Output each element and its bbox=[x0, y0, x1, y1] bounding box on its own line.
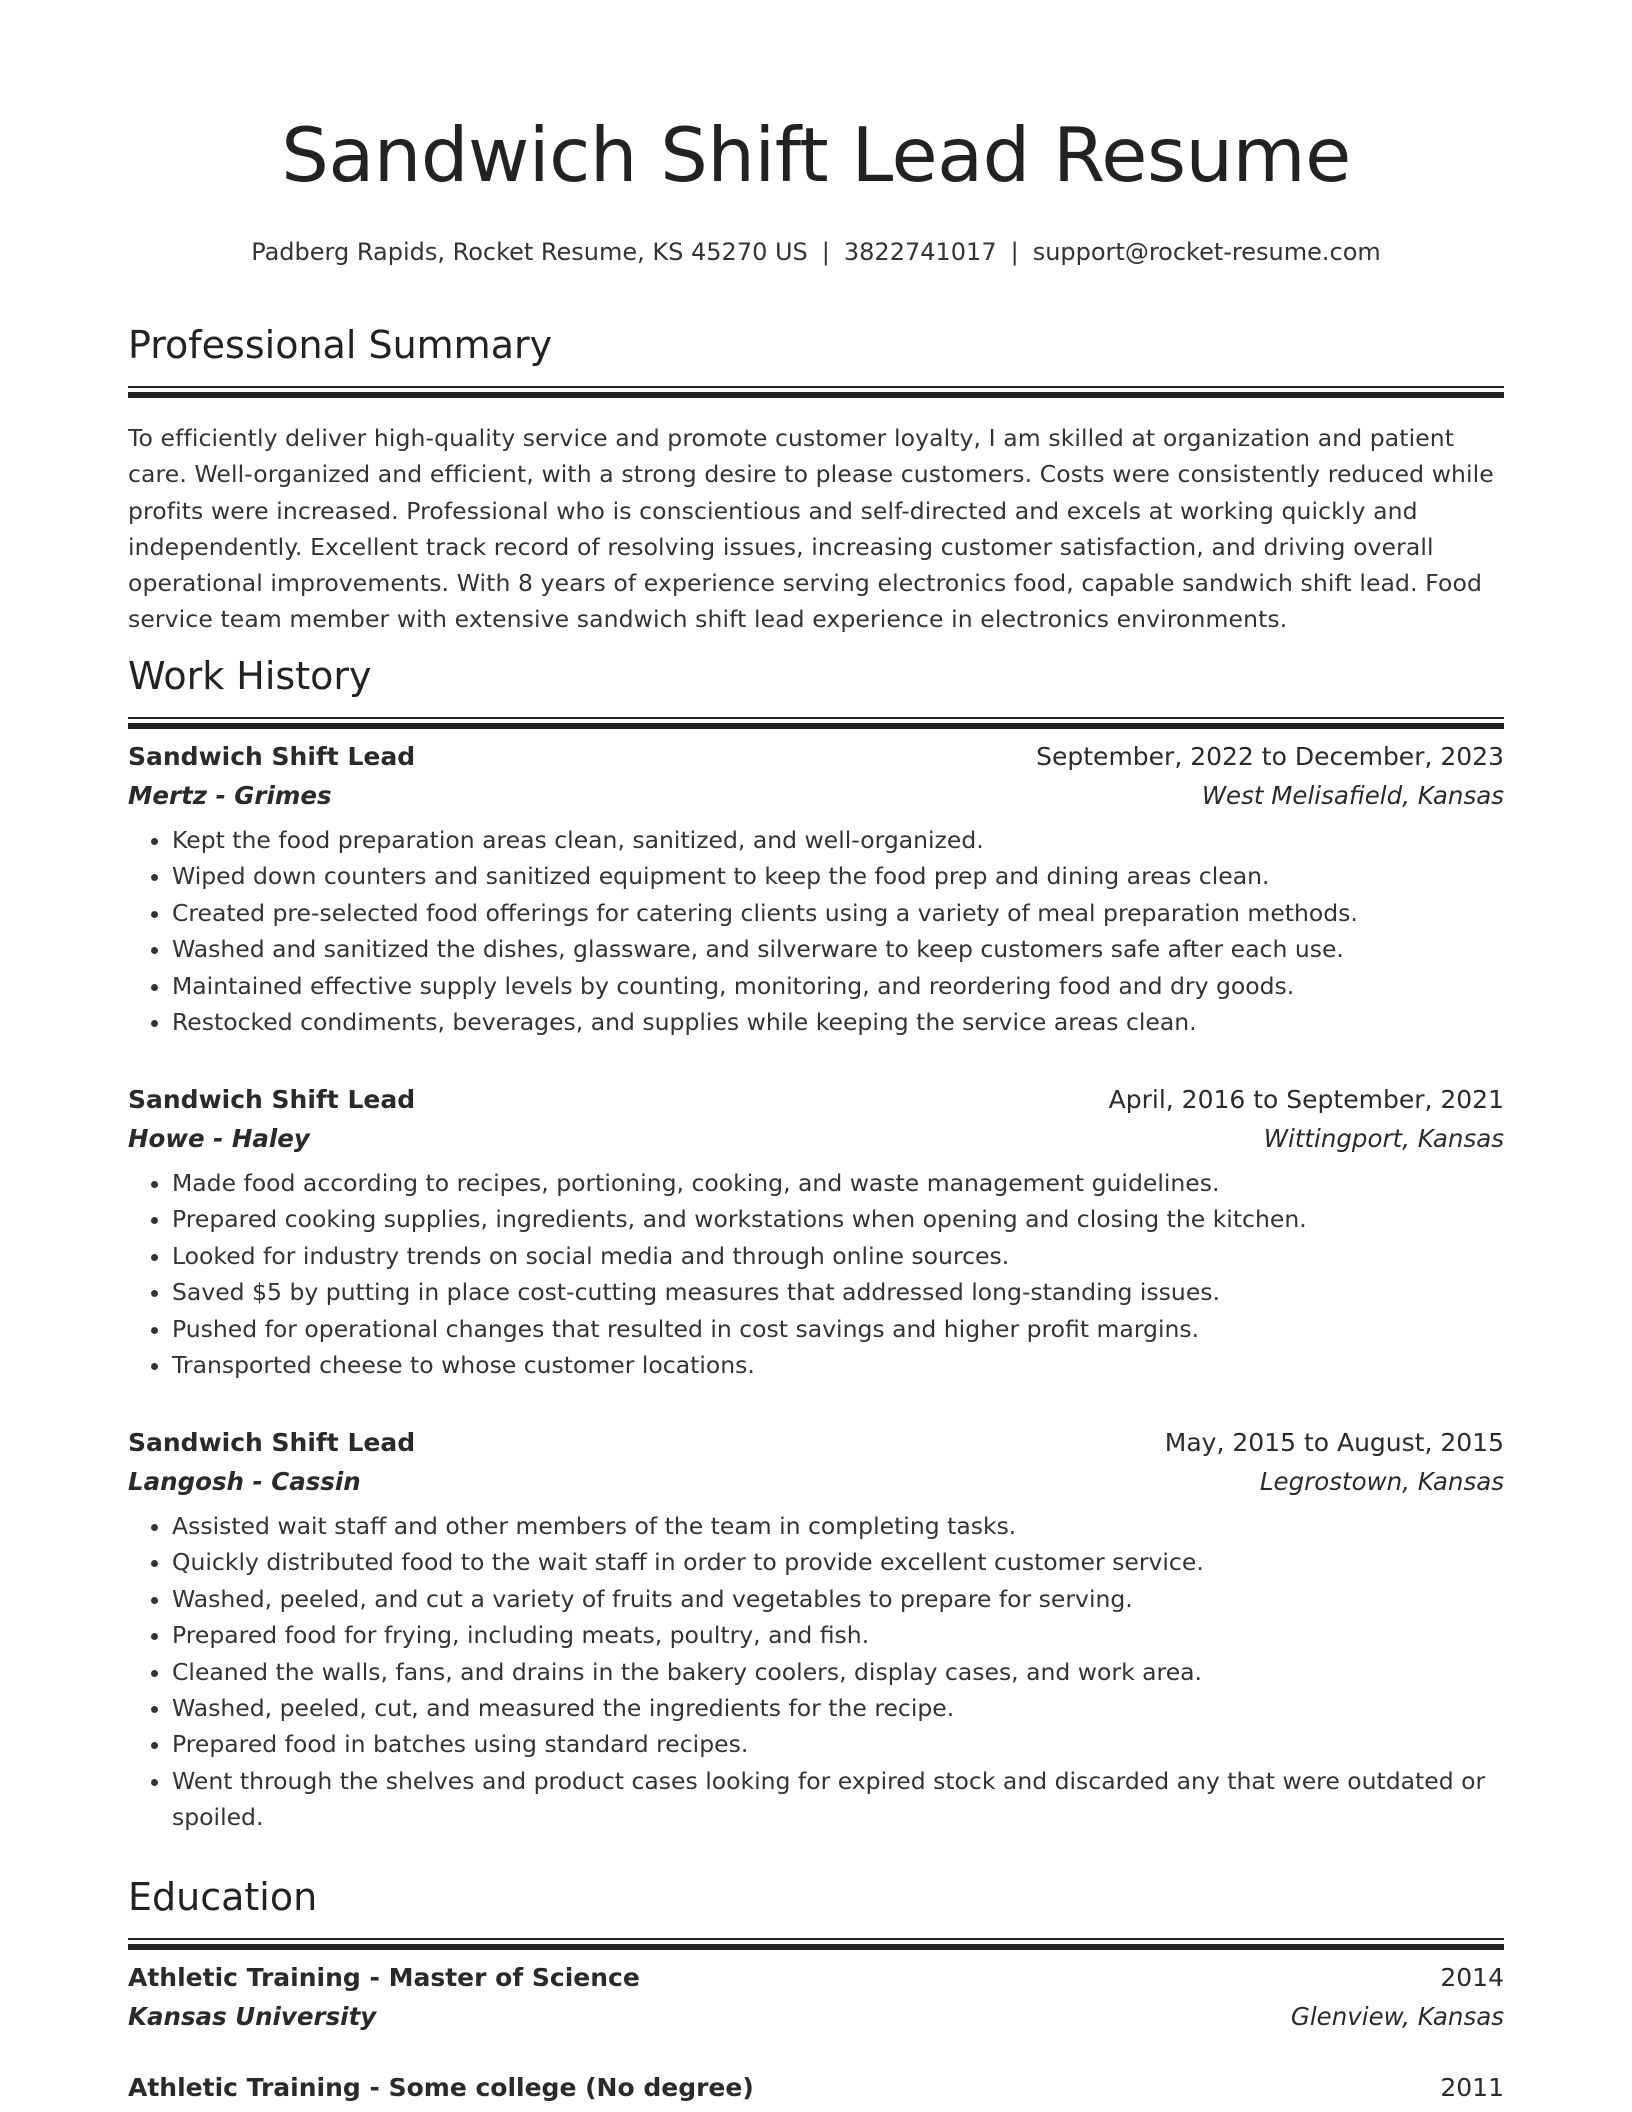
section-divider bbox=[128, 1938, 1504, 1950]
job-entry bbox=[128, 742, 1504, 1040]
job-company: Langosh - Cassin bbox=[128, 1467, 361, 1496]
job-duty: • Transported cheese to whose customer locations. bbox=[172, 1347, 1504, 1383]
job-duty: • Kept the food preparation areas clean, sanitized, and well-organized. bbox=[172, 822, 1504, 858]
section-divider bbox=[128, 717, 1504, 729]
job-duty: • Created pre-selected food offerings for catering clients using a variety of meal preparation methods. bbox=[172, 895, 1504, 931]
education-entry bbox=[128, 2073, 1504, 2102]
job-dates: September, 2022 to December, 2023 bbox=[1036, 742, 1504, 771]
job-duty: • Made food according to recipes, portioning, cooking, and waste management guidelines. bbox=[172, 1165, 1504, 1201]
work-history-heading: Work History bbox=[128, 654, 372, 698]
education-header-row bbox=[128, 1963, 1504, 1992]
contact-address: Padberg Rapids, Rocket Resume, KS 45270 US bbox=[251, 238, 808, 266]
education-header-row bbox=[128, 2073, 1504, 2102]
job-entry bbox=[128, 1428, 1504, 1836]
job-location: West Melisafield, Kansas bbox=[1201, 781, 1504, 810]
education-school: Kansas University bbox=[128, 2002, 377, 2031]
contact-phone: 3822741017 bbox=[843, 238, 997, 266]
job-company-row bbox=[128, 1124, 1504, 1153]
job-duty: • Pushed for operational changes that resulted in cost savings and higher profit margins. bbox=[172, 1311, 1504, 1347]
education-year: 2014 bbox=[1440, 1963, 1504, 1992]
education-degree: Athletic Training - Some college (No degree) bbox=[128, 2073, 754, 2102]
job-duty: • Prepared cooking supplies, ingredients, and workstations when opening and closing the kitchen. bbox=[172, 1201, 1504, 1237]
education-heading: Education bbox=[128, 1875, 318, 1919]
contact-line bbox=[128, 240, 1504, 264]
job-duty: • Prepared food in batches using standard recipes. bbox=[172, 1726, 1504, 1762]
job-duty: • Assisted wait staff and other members of the team in completing tasks. bbox=[172, 1508, 1504, 1544]
job-duty: • Prepared food for frying, including meats, poultry, and fish. bbox=[172, 1617, 1504, 1653]
job-company: Howe - Haley bbox=[128, 1124, 310, 1153]
summary-section bbox=[128, 323, 1504, 638]
job-company-row bbox=[128, 1467, 1504, 1496]
job-header-row bbox=[128, 1428, 1504, 1457]
job-header-row bbox=[128, 742, 1504, 771]
job-dates: April, 2016 to September, 2021 bbox=[1108, 1085, 1504, 1114]
contact-separator: | bbox=[821, 238, 830, 266]
job-title: Sandwich Shift Lead bbox=[128, 742, 416, 771]
section-divider bbox=[128, 386, 1504, 398]
summary-text: To efficiently deliver high-quality service and promote customer loyalty, I am skilled at organization and patient care. Well-organized and efficient, with a strong desire to please customers. Costs were consistently reduced while profits were increased. Professional who is conscientious and self-directed and excels at working quickly and independently. Excellent track record of resolving issues, increasing customer satisfaction, and driving overall operational improvements. With 8 years of experience serving electronics food, capable sandwich shift lead. Food service team member with extensive sandwich shift lead experience in electronics environments. bbox=[128, 424, 1494, 634]
job-duty: • Saved $5 by putting in place cost-cutting measures that addressed long-standing issues. bbox=[172, 1274, 1504, 1310]
job-duty: • Washed, peeled, cut, and measured the ingredients for the recipe. bbox=[172, 1690, 1504, 1726]
education-degree: Athletic Training - Master of Science bbox=[128, 1963, 640, 1992]
job-duty: • Quickly distributed food to the wait staff in order to provide excellent customer service. bbox=[172, 1544, 1504, 1580]
education-section bbox=[128, 1875, 1504, 1950]
education-location: Glenview, Kansas bbox=[1290, 2002, 1504, 2031]
job-location: Wittingport, Kansas bbox=[1263, 1124, 1504, 1153]
job-company: Mertz - Grimes bbox=[128, 781, 332, 810]
job-duty: • Looked for industry trends on social media and through online sources. bbox=[172, 1238, 1504, 1274]
resume-title: Sandwich Shift Lead Resume bbox=[281, 111, 1351, 199]
education-school-row bbox=[128, 2002, 1504, 2031]
job-title: Sandwich Shift Lead bbox=[128, 1428, 416, 1457]
work-history-section bbox=[128, 654, 1504, 729]
job-company-row bbox=[128, 781, 1504, 810]
job-duty: • Cleaned the walls, fans, and drains in the bakery coolers, display cases, and work area. bbox=[172, 1654, 1504, 1690]
job-duty: • Went through the shelves and product cases looking for expired stock and discarded any that were outdated or spoiled. bbox=[172, 1763, 1504, 1836]
education-entry bbox=[128, 1963, 1504, 2031]
job-duty: • Maintained effective supply levels by counting, monitoring, and reordering food and dry goods. bbox=[172, 968, 1504, 1004]
education-year: 2011 bbox=[1440, 2073, 1504, 2102]
job-entry bbox=[128, 1085, 1504, 1383]
job-duty: • Washed, peeled, and cut a variety of fruits and vegetables to prepare for serving. bbox=[172, 1581, 1504, 1617]
job-duty: • Wiped down counters and sanitized equipment to keep the food prep and dining areas clean. bbox=[172, 858, 1504, 894]
job-duty: • Restocked condiments, beverages, and supplies while keeping the service areas clean. bbox=[172, 1004, 1504, 1040]
job-duties-list bbox=[128, 1165, 1504, 1383]
job-location: Legrostown, Kansas bbox=[1259, 1467, 1504, 1496]
summary-heading: Professional Summary bbox=[128, 323, 553, 367]
job-duty: • Washed and sanitized the dishes, glassware, and silverware to keep customers safe after each use. bbox=[172, 931, 1504, 967]
contact-email: support@rocket-resume.com bbox=[1032, 238, 1381, 266]
job-duties-list bbox=[128, 1508, 1504, 1836]
job-header-row bbox=[128, 1085, 1504, 1114]
job-dates: May, 2015 to August, 2015 bbox=[1164, 1428, 1504, 1457]
contact-separator: | bbox=[1010, 238, 1019, 266]
job-title: Sandwich Shift Lead bbox=[128, 1085, 416, 1114]
job-duties-list bbox=[128, 822, 1504, 1040]
